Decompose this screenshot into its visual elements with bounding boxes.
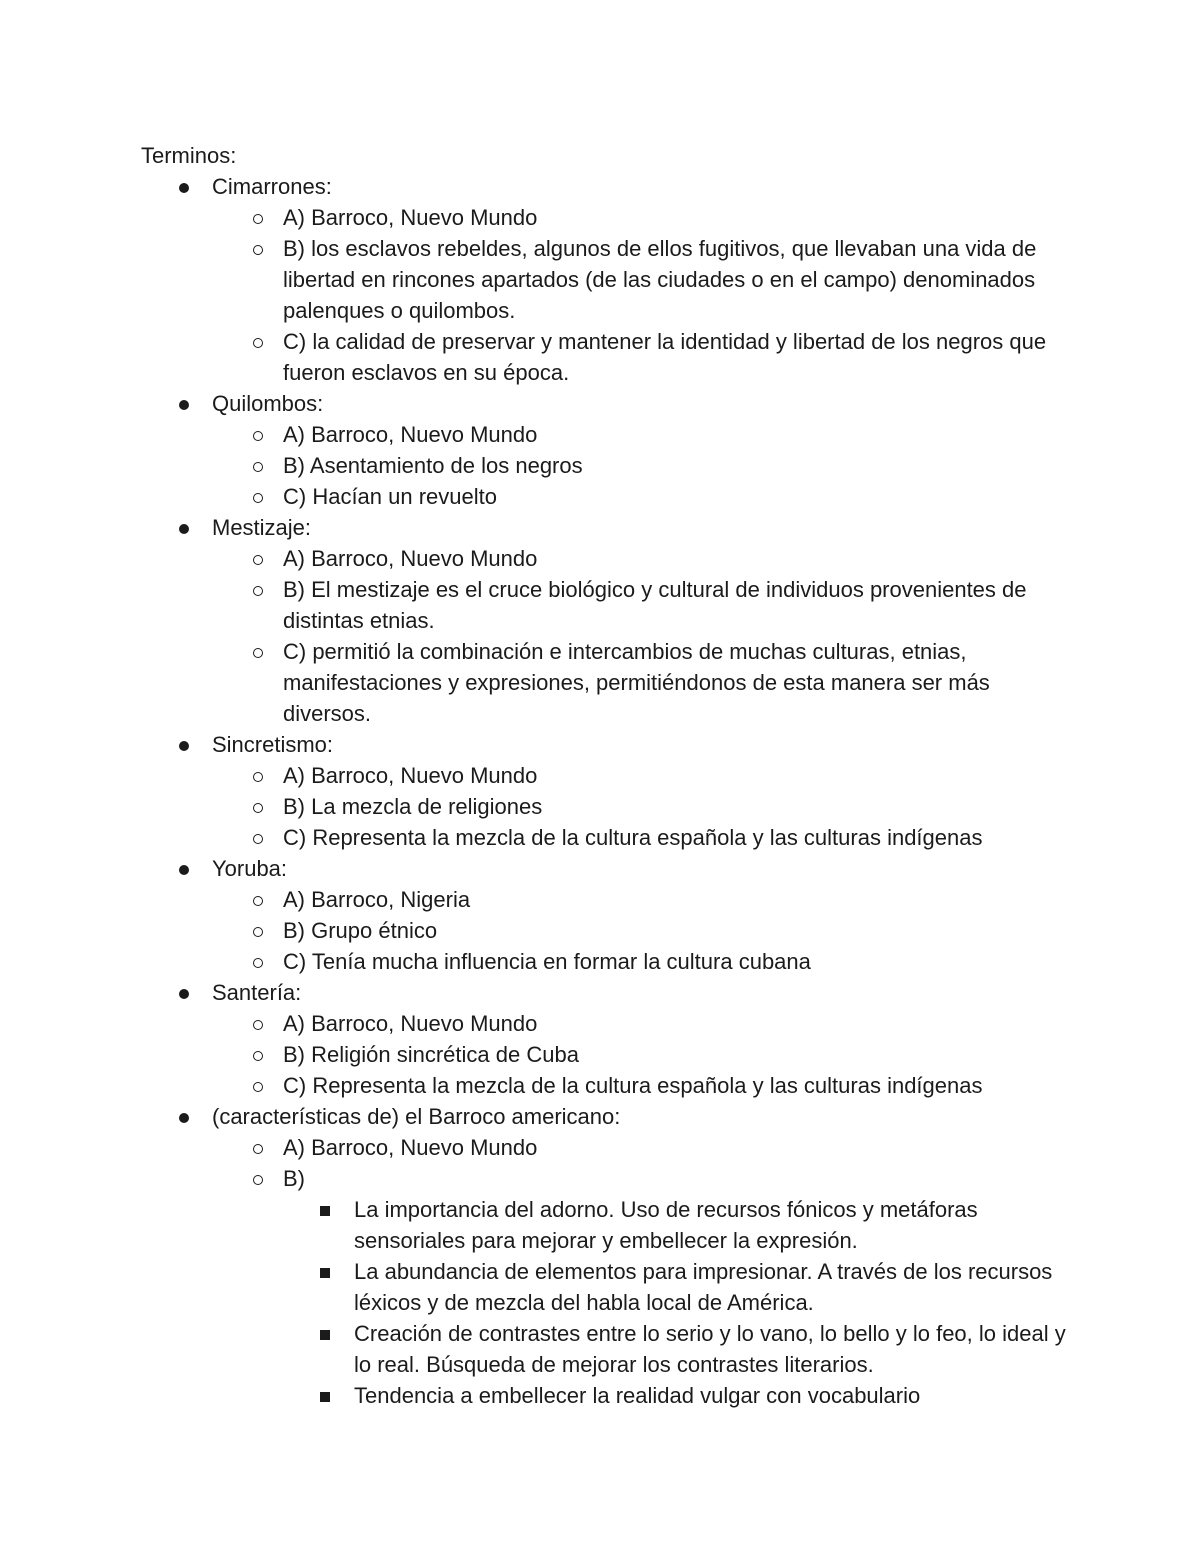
square-bullet-icon: [320, 1268, 330, 1278]
term-definitions-list: [212, 1008, 1071, 1101]
definition-item: [212, 946, 1071, 977]
term-definitions-list: [212, 760, 1071, 853]
hollow-bullet-icon: [253, 338, 263, 348]
characteristic-item: [283, 1380, 1071, 1411]
definition-item: [212, 822, 1071, 853]
definition-text: A) Barroco, Nigeria: [283, 887, 471, 912]
square-bullet-icon: [320, 1330, 330, 1340]
term-item: [141, 729, 1071, 853]
hollow-bullet-icon: [253, 648, 263, 658]
filled-bullet-icon: [179, 989, 189, 999]
hollow-bullet-icon: [253, 462, 263, 472]
definition-item: [212, 791, 1071, 822]
definition-item: [212, 481, 1071, 512]
term-item: [141, 512, 1071, 729]
characteristics-list: [283, 1194, 1071, 1411]
hollow-bullet-icon: [253, 555, 263, 565]
hollow-bullet-icon: [253, 245, 263, 255]
document-heading: Terminos:: [141, 143, 237, 168]
filled-bullet-icon: [179, 183, 189, 193]
definition-text: B) La mezcla de religiones: [283, 794, 543, 819]
definition-item: [212, 326, 1071, 388]
term-item: [141, 1101, 1071, 1411]
definition-item: [212, 760, 1071, 791]
characteristic-item: [283, 1318, 1071, 1380]
hollow-bullet-icon: [253, 958, 263, 968]
term-definitions-list: [212, 543, 1071, 729]
characteristic-text: La importancia del adorno. Uso de recursos fónicos y metáforas sensoriales para mejorar y embellecer la expresión.: [354, 1197, 978, 1253]
hollow-bullet-icon: [253, 896, 263, 906]
term-label: Mestizaje:: [212, 515, 312, 540]
term-definitions-list: [212, 202, 1071, 388]
definition-item: [212, 450, 1071, 481]
definition-item: [212, 543, 1071, 574]
definition-item: [212, 419, 1071, 450]
hollow-bullet-icon: [253, 586, 263, 596]
definition-item: [212, 1070, 1071, 1101]
hollow-bullet-icon: [253, 927, 263, 937]
filled-bullet-icon: [179, 524, 189, 534]
characteristic-text: Creación de contrastes entre lo serio y lo vano, lo bello y lo feo, lo ideal y lo real. Búsqueda de mejorar los contrastes literarios.: [354, 1321, 1066, 1377]
definition-text: C) la calidad de preservar y mantener la identidad y libertad de los negros que fueron esclavos en su época.: [283, 329, 1047, 385]
document-body: [141, 140, 1071, 1411]
definition-item: [212, 1163, 1071, 1411]
term-definitions-list: [212, 1132, 1071, 1411]
hollow-bullet-icon: [253, 431, 263, 441]
definition-text: B) los esclavos rebeldes, algunos de ellos fugitivos, que llevaban una vida de libertad en rincones apartados (de las ciudades o en el campo) denominados palenques o quilombos.: [283, 236, 1037, 323]
definition-text: B) Religión sincrética de Cuba: [283, 1042, 579, 1067]
definition-item: [212, 636, 1071, 729]
hollow-bullet-icon: [253, 1144, 263, 1154]
term-definitions-list: [212, 884, 1071, 977]
square-bullet-icon: [320, 1392, 330, 1402]
characteristic-text: La abundancia de elementos para impresionar. A través de los recursos léxicos y de mezcla del habla local de América.: [354, 1259, 1053, 1315]
term-item: [141, 388, 1071, 512]
terms-list: [141, 171, 1071, 1411]
hollow-bullet-icon: [253, 1020, 263, 1030]
term-label: Santería:: [212, 980, 302, 1005]
term-item: [141, 977, 1071, 1101]
definition-text: C) Representa la mezcla de la cultura española y las culturas indígenas: [283, 1073, 983, 1098]
filled-bullet-icon: [179, 1113, 189, 1123]
term-label: Cimarrones:: [212, 174, 332, 199]
term-item: [141, 853, 1071, 977]
characteristic-text: Tendencia a embellecer la realidad vulgar con vocabulario: [354, 1383, 921, 1408]
term-definitions-list: [212, 419, 1071, 512]
hollow-bullet-icon: [253, 803, 263, 813]
definition-text: A) Barroco, Nuevo Mundo: [283, 422, 538, 447]
definition-text: A) Barroco, Nuevo Mundo: [283, 763, 538, 788]
definition-text: A) Barroco, Nuevo Mundo: [283, 546, 538, 571]
definition-text: C) Hacían un revuelto: [283, 484, 497, 509]
term-label: (características de) el Barroco americano:: [212, 1104, 621, 1129]
definition-text: A) Barroco, Nuevo Mundo: [283, 1011, 538, 1036]
definition-item: [212, 202, 1071, 233]
hollow-bullet-icon: [253, 1175, 263, 1185]
definition-text: B) Grupo étnico: [283, 918, 438, 943]
definition-item: [212, 1132, 1071, 1163]
hollow-bullet-icon: [253, 214, 263, 224]
definition-item: [212, 233, 1071, 326]
definition-text: B): [283, 1166, 305, 1191]
characteristic-item: [283, 1194, 1071, 1256]
definition-text: C) permitió la combinación e intercambios de muchas culturas, etnias, manifestaciones y expresiones, permitiéndonos de esta manera ser más diversos.: [283, 639, 990, 726]
characteristic-item: [283, 1256, 1071, 1318]
definition-text: B) Asentamiento de los negros: [283, 453, 583, 478]
hollow-bullet-icon: [253, 772, 263, 782]
definition-item: [212, 1008, 1071, 1039]
filled-bullet-icon: [179, 741, 189, 751]
hollow-bullet-icon: [253, 1051, 263, 1061]
definition-text: C) Tenía mucha influencia en formar la cultura cubana: [283, 949, 811, 974]
definition-item: [212, 884, 1071, 915]
definition-item: [212, 574, 1071, 636]
hollow-bullet-icon: [253, 1082, 263, 1092]
filled-bullet-icon: [179, 400, 189, 410]
definition-text: C) Representa la mezcla de la cultura española y las culturas indígenas: [283, 825, 983, 850]
hollow-bullet-icon: [253, 493, 263, 503]
square-bullet-icon: [320, 1206, 330, 1216]
definition-text: A) Barroco, Nuevo Mundo: [283, 1135, 538, 1160]
filled-bullet-icon: [179, 865, 189, 875]
hollow-bullet-icon: [253, 834, 263, 844]
term-item: [141, 171, 1071, 388]
definition-text: A) Barroco, Nuevo Mundo: [283, 205, 538, 230]
definition-item: [212, 1039, 1071, 1070]
definition-text: B) El mestizaje es el cruce biológico y cultural de individuos provenientes de distintas etnias.: [283, 577, 1027, 633]
term-label: Yoruba:: [212, 856, 288, 881]
term-label: Sincretismo:: [212, 732, 334, 757]
definition-item: [212, 915, 1071, 946]
term-label: Quilombos:: [212, 391, 324, 416]
